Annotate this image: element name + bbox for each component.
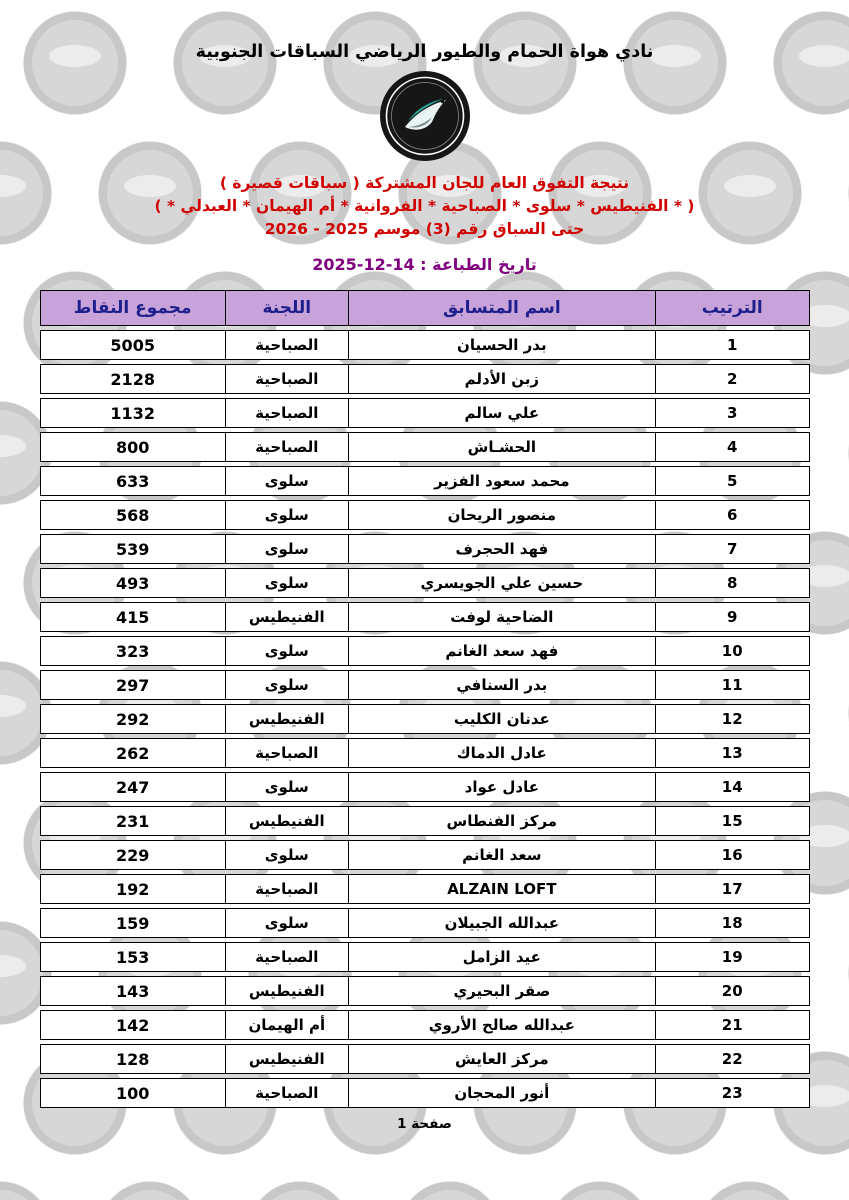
table-row xyxy=(40,738,810,768)
results-rows xyxy=(40,330,810,1108)
competitor-name-cell: علي سالم xyxy=(348,399,655,427)
rank-cell: 11 xyxy=(655,671,809,699)
rank-cell: 9 xyxy=(655,603,809,631)
committee-cell: سلوى xyxy=(225,637,348,665)
table-row xyxy=(40,670,810,700)
points-cell: 100 xyxy=(115,1083,150,1103)
table-row xyxy=(40,602,810,632)
committee-cell: الفنيطيس xyxy=(225,603,348,631)
committee-cell: الفنيطيس xyxy=(225,705,348,733)
points-cell: 192 xyxy=(115,879,150,899)
rank-cell: 6 xyxy=(655,501,809,529)
points-cell: 323 xyxy=(115,641,150,661)
competitor-name-cell: صقر البحيري xyxy=(348,977,655,1005)
rank-cell: 12 xyxy=(655,705,809,733)
table-row xyxy=(40,1044,810,1074)
points-cell: 142 xyxy=(115,1015,150,1035)
rank-cell: 16 xyxy=(655,841,809,869)
points-cell: 539 xyxy=(115,539,150,559)
committee-cell: الصباحية xyxy=(225,399,348,427)
table-row xyxy=(40,908,810,938)
committee-cell: الصباحية xyxy=(225,331,348,359)
table-row xyxy=(40,500,810,530)
table-row xyxy=(40,568,810,598)
header-points: مجموع النقاط xyxy=(73,298,192,318)
header-name: اسم المتسابق xyxy=(348,291,655,325)
committee-cell: الصباحية xyxy=(225,943,348,971)
competitor-name-cell: محمد سعود الفزير xyxy=(348,467,655,495)
points-cell: 262 xyxy=(115,743,150,763)
rank-cell: 20 xyxy=(655,977,809,1005)
committee-cell: الفنيطيس xyxy=(225,977,348,1005)
competitor-name-cell: بدر السنافي xyxy=(348,671,655,699)
competitor-name-cell: فهد الحجرف xyxy=(348,535,655,563)
competitor-name-cell: ALZAIN LOFT xyxy=(348,875,655,903)
results-table xyxy=(40,290,810,1108)
table-row xyxy=(40,806,810,836)
competitor-name-cell: مركز العايش xyxy=(348,1045,655,1073)
points-cell: 292 xyxy=(115,709,150,729)
points-cell: 229 xyxy=(115,845,150,865)
competitor-name-cell: الحشـاش xyxy=(348,433,655,461)
table-row xyxy=(40,330,810,360)
table-row xyxy=(40,976,810,1006)
competitor-name-cell: عبدالله صالح الأروي xyxy=(348,1011,655,1039)
points-cell: 568 xyxy=(115,505,150,525)
table-row xyxy=(40,874,810,904)
points-cell: 159 xyxy=(115,913,150,933)
committee-cell: الصباحية xyxy=(225,739,348,767)
page-number: صفحة 1 xyxy=(397,1116,452,1132)
committee-cell: سلوى xyxy=(225,569,348,597)
competitor-name-cell: عبدالله الجبيلان xyxy=(348,909,655,937)
committee-cell: الفنيطيس xyxy=(225,1045,348,1073)
competitor-name-cell: مركز الفنطاس xyxy=(348,807,655,835)
competitor-name-cell: بدر الحسيان xyxy=(348,331,655,359)
points-cell: 297 xyxy=(115,675,150,695)
table-header-row xyxy=(40,290,810,326)
points-cell: 415 xyxy=(115,607,150,627)
points-cell: 800 xyxy=(115,437,150,457)
committee-cell: سلوى xyxy=(225,535,348,563)
rank-cell: 8 xyxy=(655,569,809,597)
committee-cell: سلوى xyxy=(225,909,348,937)
rank-cell: 10 xyxy=(655,637,809,665)
rank-cell: 19 xyxy=(655,943,809,971)
rank-cell: 18 xyxy=(655,909,809,937)
competitor-name-cell: حسين علي الجويسري xyxy=(348,569,655,597)
table-row xyxy=(40,398,810,428)
club-title: نادي هواة الحمام والطيور الرياضي السباقات الجنوبية xyxy=(195,42,654,62)
rank-cell: 21 xyxy=(655,1011,809,1039)
rank-cell: 17 xyxy=(655,875,809,903)
table-row xyxy=(40,364,810,394)
committees-line: ( * الفنيطيس * سلوى * الصباحية * الفروانية * أم الهيمان * العبدلي * ) xyxy=(154,197,695,215)
committee-cell: الصباحية xyxy=(225,875,348,903)
table-row xyxy=(40,1078,810,1108)
committee-cell: الصباحية xyxy=(225,433,348,461)
table-row xyxy=(40,534,810,564)
rank-cell: 3 xyxy=(655,399,809,427)
rank-cell: 2 xyxy=(655,365,809,393)
competitor-name-cell: أنور المحجان xyxy=(348,1079,655,1107)
committee-cell: أم الهيمان xyxy=(225,1011,348,1039)
rank-cell: 15 xyxy=(655,807,809,835)
points-cell: 5005 xyxy=(110,335,155,355)
table-row xyxy=(40,942,810,972)
points-cell: 153 xyxy=(115,947,150,967)
points-cell: 2128 xyxy=(110,369,155,389)
competitor-name-cell: فهد سعد الغانم xyxy=(348,637,655,665)
points-cell: 633 xyxy=(115,471,150,491)
points-cell: 493 xyxy=(115,573,150,593)
competitor-name-cell: زبن الأدلم xyxy=(348,365,655,393)
competitor-name-cell: سعد الغانم xyxy=(348,841,655,869)
points-cell: 231 xyxy=(115,811,150,831)
rank-cell: 7 xyxy=(655,535,809,563)
race-number-line: حتى السباق رقم (3) موسم 2025 - 2026 xyxy=(264,220,585,238)
committee-cell: الصباحية xyxy=(225,365,348,393)
print-date: تاريخ الطباعة : 14-12-2025 xyxy=(312,255,537,274)
rank-cell: 22 xyxy=(655,1045,809,1073)
committee-cell: الصباحية xyxy=(225,1079,348,1107)
competitor-name-cell: عيد الزامل xyxy=(348,943,655,971)
table-row xyxy=(40,704,810,734)
table-row xyxy=(40,772,810,802)
rank-cell: 13 xyxy=(655,739,809,767)
committee-cell: سلوى xyxy=(225,671,348,699)
table-row xyxy=(40,636,810,666)
table-row xyxy=(40,1010,810,1040)
committee-cell: سلوى xyxy=(225,773,348,801)
rank-cell: 1 xyxy=(655,331,809,359)
competitor-name-cell: الضاحية لوفت xyxy=(348,603,655,631)
header-committee: اللجنة xyxy=(225,291,348,325)
rank-cell: 14 xyxy=(655,773,809,801)
points-cell: 247 xyxy=(115,777,150,797)
points-cell: 143 xyxy=(115,981,150,1001)
competitor-name-cell: عدنان الكليب xyxy=(348,705,655,733)
points-cell: 1132 xyxy=(110,403,155,423)
header-rank: الترتيب xyxy=(655,291,809,325)
rank-cell: 4 xyxy=(655,433,809,461)
committee-cell: الفنيطيس xyxy=(225,807,348,835)
competitor-name-cell: منصور الريحان xyxy=(348,501,655,529)
table-row xyxy=(40,466,810,496)
table-row xyxy=(40,840,810,870)
rank-cell: 23 xyxy=(655,1079,809,1107)
committee-cell: سلوى xyxy=(225,841,348,869)
table-row xyxy=(40,432,810,462)
committee-cell: سلوى xyxy=(225,467,348,495)
club-logo xyxy=(379,70,471,166)
club-logo-emblem xyxy=(379,70,471,162)
points-cell: 128 xyxy=(115,1049,150,1069)
competitor-name-cell: عادل الدماك xyxy=(348,739,655,767)
rank-cell: 5 xyxy=(655,467,809,495)
committee-cell: سلوى xyxy=(225,501,348,529)
result-title-line: نتيجة التفوق العام للجان المشتركة ( سباقات قصيرة ) xyxy=(219,174,630,192)
competitor-name-cell: عادل عواد xyxy=(348,773,655,801)
